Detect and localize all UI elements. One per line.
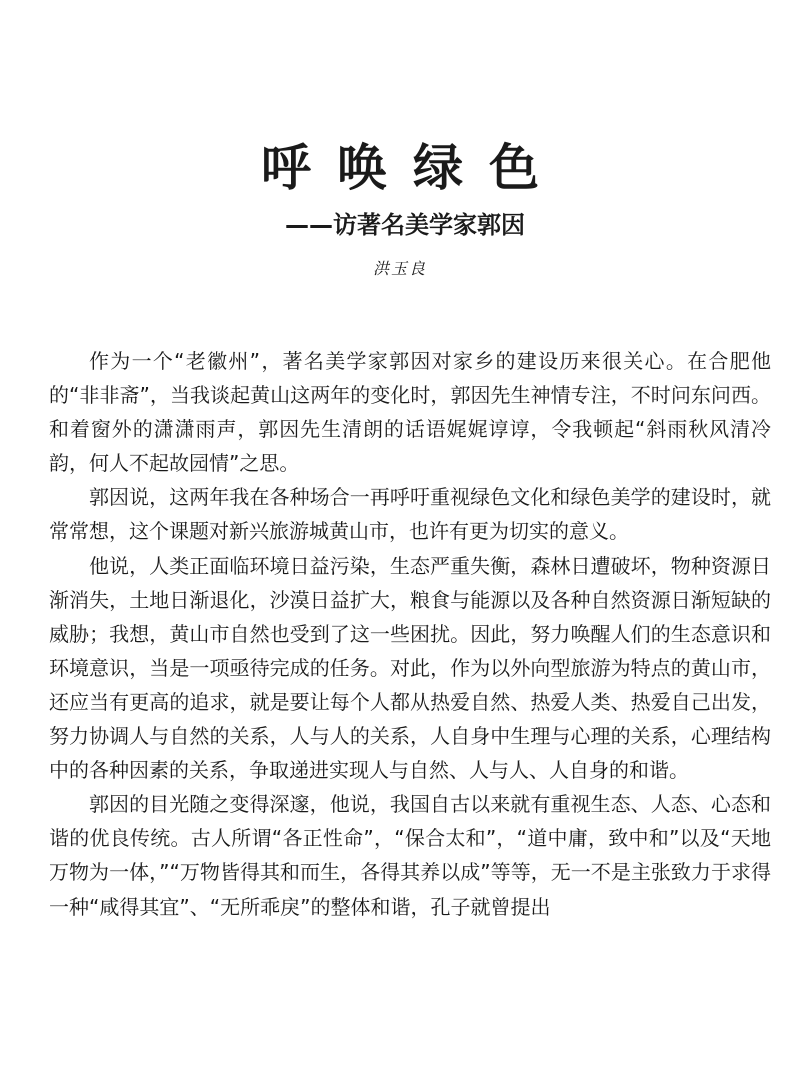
paragraph: 作为一个“老徽州”，著名美学家郭因对家乡的建设历来很关心。在合肥他的“非非斋”，当我谈起黄山这两年的变化时，郭因先生神情专注，不时问东问西。和着窗外的潇潇雨声，郭因先生清朗的话语娓娓谆谆，令我顿起“斜雨秋风清冷韵，何人不起故园情”之思。 <box>49 349 771 476</box>
article-body <box>49 344 771 924</box>
article-title: 呼唤绿色 <box>261 138 565 197</box>
paragraph: 郭因说，这两年我在各种场合一再呼吁重视绿色文化和绿色美学的建设时，就常常想，这个课题对新兴旅游城黄山市，也许有更为切实的意义。 <box>49 485 771 544</box>
article-subtitle: ——访著名美学家郭因 <box>285 211 525 239</box>
paragraph: 郭因的目光随之变得深邃，他说，我国自古以来就有重视生态、人态、心态和谐的优良传统。古人所谓“各正性命”，“保合太和”，“道中庸，致中和”以及“天地万物为一体，”“万物皆得其和而生，各得其养以成”等等，无一不是主张致力于求得一种“咸得其宜”、“无所乖戾”的整体和谐，孔子就曾提出 <box>49 792 771 919</box>
paragraph: 他说，人类正面临环境日益污染，生态严重失衡，森林日遭破坏，物种资源日渐消失，土地日渐退化，沙漠日益扩大，粮食与能源以及各种自然资源日渐短缺的威胁；我想，黄山市自然也受到了这一些困扰。因此，努力唤醒人们的生态意识和环境意识，当是一项亟待完成的任务。对此，作为以外向型旅游为特点的黄山市，还应当有更高的追求，就是要让每个人都从热爱自然、热爱人类、热爱自己出发，努力协调人与自然的关系，人与人的关系，人自身中生理与心理的关系，心理结构中的各种因素的关系，争取递进实现人与自然、人与人、人自身的和谐。 <box>49 553 771 783</box>
article-author: 洪玉良 <box>372 259 427 278</box>
